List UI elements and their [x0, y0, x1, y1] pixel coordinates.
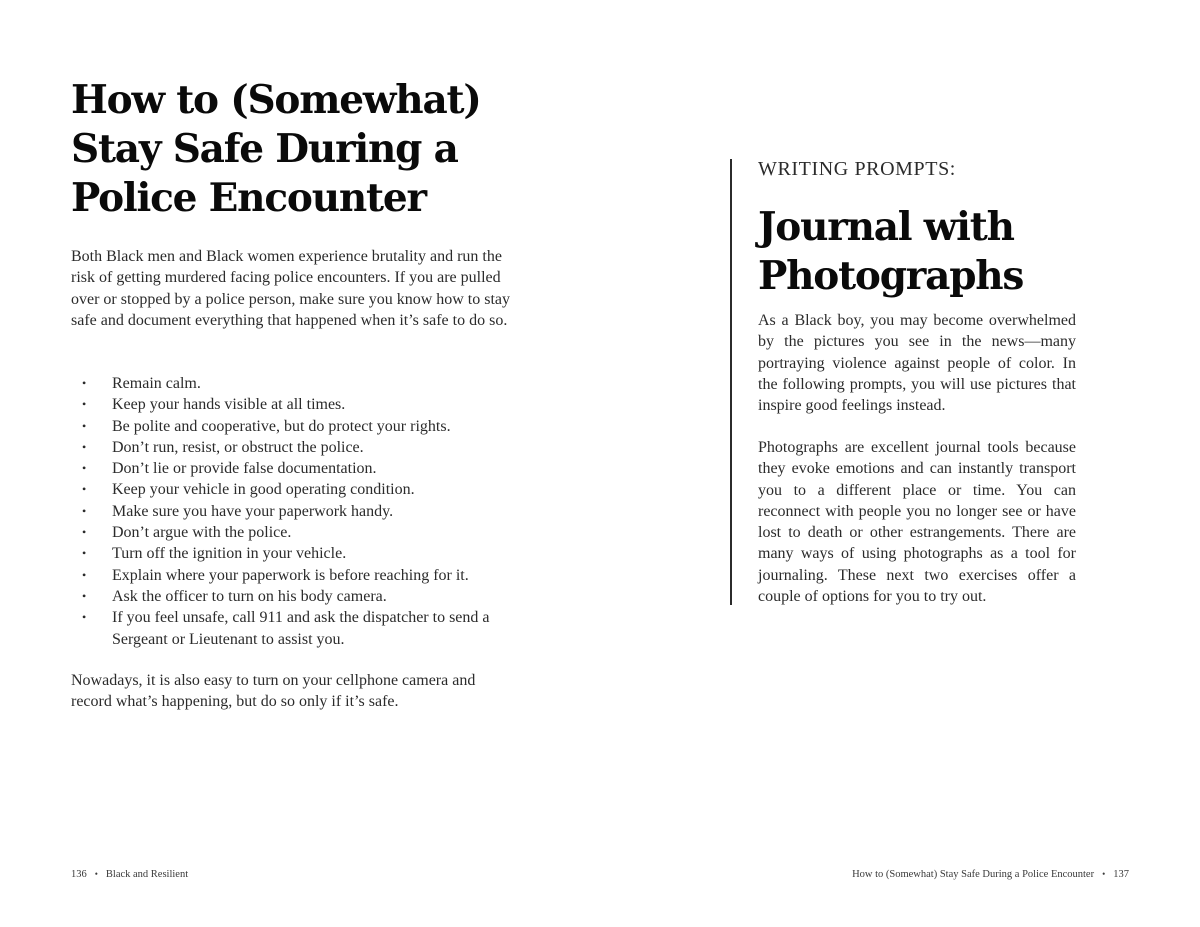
- list-item: [71, 522, 511, 543]
- section-label: WRITING PROMPTS:: [758, 158, 956, 180]
- bullet-icon: •: [82, 461, 87, 476]
- chapter-heading: [71, 76, 541, 223]
- bullet-icon: •: [82, 610, 87, 625]
- page-number: 137: [1113, 869, 1129, 880]
- list-item-text: Be polite and cooperative, but do protect your rights.: [112, 417, 451, 435]
- bullet-icon: •: [82, 439, 87, 454]
- right-page: [600, 0, 1200, 927]
- list-item-text: Turn off the ignition in your vehicle.: [112, 545, 347, 563]
- list-item-text: If you feel unsafe, call 911 and ask the dispatcher to send a Sergeant or Lieutenant to assist you.: [112, 609, 490, 648]
- list-item: [71, 373, 511, 394]
- list-item-text: Ask the officer to turn on his body camera.: [112, 587, 387, 605]
- bullet-icon: •: [82, 503, 87, 518]
- footer-separator: •: [94, 869, 98, 879]
- list-item-text: Explain where your paperwork is before reaching for it.: [112, 566, 469, 584]
- bullet-icon: •: [82, 546, 87, 561]
- list-item: [71, 586, 511, 607]
- chapter-heading-line: Stay Safe During a: [71, 126, 458, 172]
- vertical-rule: [730, 159, 732, 605]
- section-heading-line: Photographs: [758, 253, 1024, 299]
- list-item-text: Keep your hands visible at all times.: [112, 396, 346, 414]
- list-item: [71, 479, 511, 500]
- running-chapter-title: How to (Somewhat) Stay Safe During a Police Encounter: [852, 869, 1095, 880]
- book-title: Black and Resilient: [105, 869, 189, 880]
- list-item-text: Keep your vehicle in good operating condition.: [112, 481, 415, 499]
- list-item: [71, 394, 511, 415]
- list-item-text: Make sure you have your paperwork handy.: [112, 502, 394, 520]
- right-page-footer: [852, 869, 1129, 880]
- safety-tips-list: [71, 373, 511, 650]
- bullet-icon: •: [82, 418, 87, 433]
- bullet-icon: •: [82, 482, 87, 497]
- list-item: [71, 416, 511, 437]
- list-item-text: Don’t argue with the police.: [112, 524, 292, 542]
- footer-separator: •: [1102, 869, 1106, 879]
- list-item: [71, 565, 511, 586]
- section-heading: [758, 203, 1088, 301]
- list-item-text: Don’t lie or provide false documentation.: [112, 460, 377, 478]
- list-item: [71, 437, 511, 458]
- left-page-footer: [71, 869, 188, 880]
- list-item: [71, 501, 511, 522]
- list-item: [71, 458, 511, 479]
- list-item-text: Remain calm.: [112, 375, 201, 392]
- list-item: [71, 543, 511, 564]
- bullet-icon: •: [82, 588, 87, 603]
- prompt-paragraph: Photographs are excellent journal tools because they evoke emotions and can instantly transport you to a different place or time. You can reconnect with people you no longer see or have lost to death or other estrangements. There are many ways of using photographs as a tool for journaling. These next two exercises offer a couple of options for you to try out.: [758, 439, 1076, 606]
- bullet-icon: •: [82, 525, 87, 540]
- chapter-heading-line: How to (Somewhat): [71, 77, 481, 123]
- list-item: [71, 607, 511, 650]
- bullet-icon: •: [82, 376, 87, 390]
- list-item-text: Don’t run, resist, or obstruct the police.: [112, 438, 364, 456]
- prompt-paragraph: As a Black boy, you may become overwhelmed by the pictures you see in the news—many portraying violence against people of color. In the following prompts, you will use pictures that inspire good feelings instead.: [758, 312, 1076, 415]
- intro-paragraph: Both Black men and Black women experience brutality and run the risk of getting murdered facing police encounters. If you are pulled over or stopped by a police person, make sure you know how to stay safe and document everything that happened when it’s safe to do so.: [71, 248, 511, 329]
- bullet-icon: •: [82, 397, 87, 412]
- section-heading-line: Journal with: [758, 204, 1014, 250]
- chapter-heading-line: Police Encounter: [71, 175, 426, 221]
- bullet-icon: •: [82, 567, 87, 582]
- closing-paragraph: Nowadays, it is also easy to turn on your cellphone camera and record what’s happening, but do so only if it’s safe.: [71, 672, 476, 711]
- page-number: 136: [71, 869, 87, 880]
